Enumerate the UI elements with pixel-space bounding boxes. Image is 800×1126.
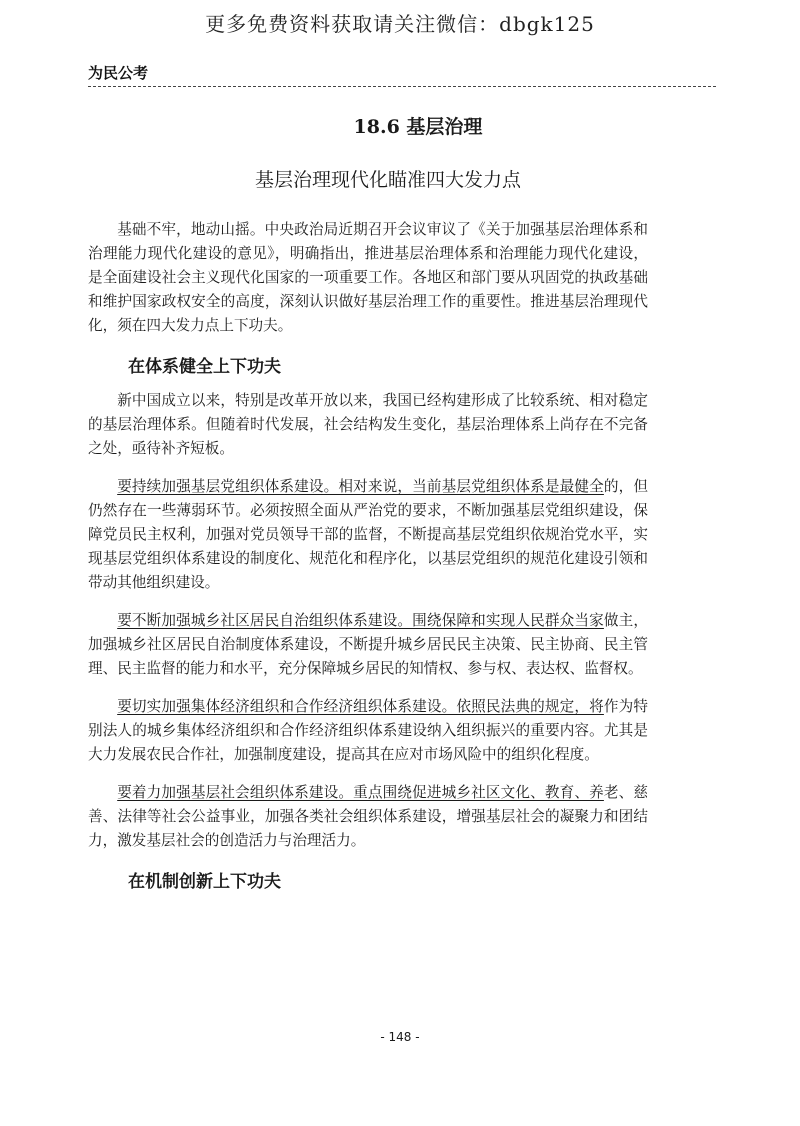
intro-paragraph: 基础不牢，地动山摇。中央政治局近期召开会议审议了《关于加强基层治理体系和治理能力现代化建设的意见》，明确指出，推进基层治理体系和治理能力现代化建设，是全面建设社会主义现代化国家的一项重要工作。各地区和部门要从巩固党的执政基础和维护国家政权安全的高度，深刻认识做好基层治理工作的重要性。推进基层治理现代化，须在四大发力点上下功夫。 bbox=[88, 221, 648, 334]
paragraph-system-overview: 新中国成立以来，特别是改革开放以来，我国已经构建形成了比较系统、相对稳定的基层治理体系。但随着时代发展，社会结构发生变化，基层治理体系上尚存在不完备之处，亟待补齐短板。 bbox=[88, 392, 648, 457]
body-resident-autonomy: 做主，加强城乡社区居民自治制度体系建设，不断提升城乡居民民主决策、民主协商、民主管理、民主监督的能力和水平，充分保障城乡居民的知情权、参与权、表达权、监督权。 bbox=[88, 612, 648, 677]
body-social-org: 老、慈善、法律等社会公益事业，加强各类社会组织体系建设，增强基层社会的凝聚力和团结力，激发基层社会的创造活力与治理活力。 bbox=[88, 784, 648, 849]
heading-system: 在体系健全上下功夫 bbox=[128, 357, 281, 377]
heading-mechanism: 在机制创新上下功夫 bbox=[128, 872, 281, 892]
section-number: 18.6 基层治理 bbox=[353, 116, 483, 138]
paragraph-economic-org bbox=[88, 695, 648, 767]
lead-resident-autonomy: 要不断加强城乡社区居民自治组织体系建设。围绕保障和实现人民群众当家 bbox=[117, 612, 604, 629]
brand-label: 为民公考 bbox=[88, 64, 149, 82]
wechat-banner: 更多免费资料获取请关注微信：dbgk125 bbox=[205, 12, 595, 36]
header-divider bbox=[88, 86, 716, 87]
article-title: 基层治理现代化瞄准四大发力点 bbox=[254, 169, 521, 191]
lead-social-org: 要着力加强基层社会组织体系建设。重点围绕促进城乡社区文化、教育、养 bbox=[117, 784, 604, 801]
page-number: - 148 - bbox=[380, 1030, 420, 1044]
lead-party-org: 要持续加强基层党组织体系建设。相对来说，当前基层党组织体系是最健全 bbox=[117, 478, 604, 495]
body-party-org: 的，但仍然存在一些薄弱环节。必须按照全面从严治党的要求，不断加强基层党组织建设，保障党员民主权利，加强对党员领导干部的监督，不断提高基层党组织依规治党水平，实现基层党组织体系建设的制度化、规范化和程序化，以基层党组织的规范化建设引领和带动其他组织建设。 bbox=[88, 478, 648, 591]
paragraph-party-org bbox=[88, 475, 648, 595]
paragraph-resident-autonomy bbox=[88, 609, 648, 681]
paragraph-social-org bbox=[88, 781, 648, 853]
page-content bbox=[88, 112, 648, 904]
body-economic-org: 作为特别法人的城乡集体经济组织和合作经济组织体系建设纳入组织振兴的重要内容。尤其是大力发展农民合作社，加强制度建设，提高其在应对市场风险中的组织化程度。 bbox=[88, 698, 648, 763]
lead-economic-org: 要切实加强集体经济组织和合作经济组织体系建设。依照民法典的规定，将 bbox=[117, 698, 604, 715]
